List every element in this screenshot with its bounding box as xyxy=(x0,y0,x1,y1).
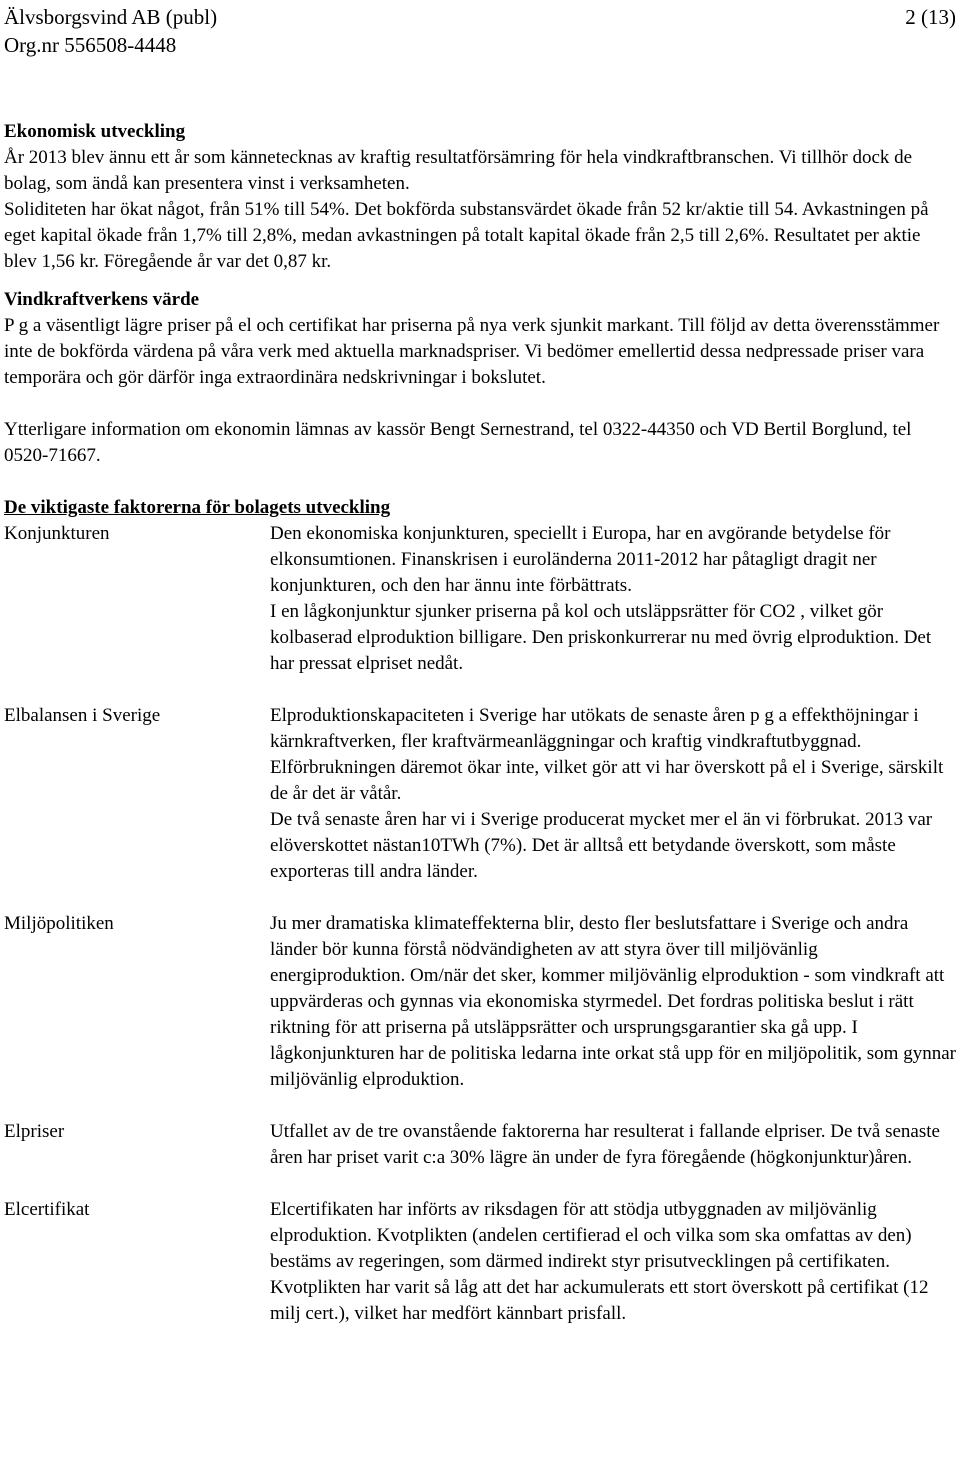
economy-paragraph-1: År 2013 blev ännu ett år som kännetecknas av kraftig resultatförsämring för hela vindkraftbranschen. Vi tillhör dock de bolag, som ändå kan presentera vinst i verksamheten. xyxy=(4,147,913,194)
section-key-factors xyxy=(4,495,956,1327)
factor-label: Elbalansen i Sverige xyxy=(4,705,161,726)
header-company-block xyxy=(4,3,217,59)
contact-paragraph: Ytterligare information om ekonomin lämnas av kassör Bengt Sernestrand, tel 0322-44350 och VD Bertil Borglund, tel 0520-71667. xyxy=(4,419,912,466)
factor-paragraph: Ju mer dramatiska klimateffekterna blir, desto fler beslutsfattare i Sverige och andra länder bör kunna förstå nödvändigheten av att styra över till miljövänlig energiproduktion. Om/när det sker, kommer miljövänlig elproduktion - som vindkraft att uppvärderas och gynnas via ekonomiska styrmedel. Det fordras politiska beslut i rätt riktning för att priserna på utsläppsrätter och ursprungsgarantier ska gå upp. I lågkonjunkturen har de politiska ledarna inte orkat stå upp för en miljöpolitik, som gynnar miljövänlig elproduktion. xyxy=(270,913,956,1090)
section-economic-development xyxy=(4,119,956,275)
company-name: Älvsborgsvind AB (publ) xyxy=(4,5,218,29)
factor-row-miljopolitiken xyxy=(4,911,956,1093)
section-title-key-factors: De viktigaste faktorerna för bolagets utveckling xyxy=(4,497,391,518)
factor-paragraph: Den ekonomiska konjunkturen, speciellt i Europa, har en avgörande betydelse för elkonsumtionen. Finanskrisen i euroländerna 2011-2012 har påtagligt dragit ner konjunkturen, och den har ännu inte förbättrats. xyxy=(270,523,891,596)
section-title-turbine-value: Vindkraftverkens värde xyxy=(4,289,200,310)
turbine-value-paragraph: P g a väsentligt lägre priser på el och certifikat har priserna på nya verk sjunkit markant. Till följd av detta överensstämmer inte de bokförda värdena på våra verk med aktuella marknadspriser. Vi bedömer emellertid dessa nedpressade priser vara temporära och gör därför inga extraordinära nedskrivningar i bokslutet. xyxy=(4,315,940,388)
factor-row-elbalansen xyxy=(4,703,956,885)
factor-row-konjunkturen xyxy=(4,521,956,677)
org-number: Org.nr 556508-4448 xyxy=(4,33,177,57)
factor-label: Elcertifikat xyxy=(4,1199,90,1220)
factor-label: Konjunkturen xyxy=(4,523,110,544)
factor-paragraph: I en lågkonjunktur sjunker priserna på kol och utsläppsrätter för CO2 , vilket gör kolbaserad elproduktion billigare. Den priskonkurrerar nu med övrig elproduktion. Det har pressat elpriset nedåt. xyxy=(270,601,932,674)
factor-body xyxy=(270,703,956,885)
section-turbine-value xyxy=(4,287,956,391)
factor-body xyxy=(270,521,956,677)
factor-row-elcertifikat xyxy=(4,1197,956,1327)
factor-label: Miljöpolitiken xyxy=(4,913,114,934)
page-header xyxy=(4,3,956,59)
factor-body xyxy=(270,911,956,1093)
section-contact-info xyxy=(4,417,956,469)
factor-paragraph: Utfallet av de tre ovanstående faktorerna har resulterat i fallande elpriser. De två senaste åren har priset varit c:a 30% lägre än under de fyra föregående (högkonjunktur)åren. xyxy=(270,1121,940,1168)
factor-paragraph: Elproduktionskapaciteten i Sverige har utökats de senaste åren p g a effekthöjningar i kärnkraftverken, fler kraftvärmeanläggningar och kraftig vindkraftutbyggnad. xyxy=(270,705,919,752)
factor-body xyxy=(270,1119,956,1171)
economy-paragraph-2: Soliditeten har ökat något, från 51% till 54%. Det bokförda substansvärdet ökade från 52 kr/aktie till 54. Avkastningen på eget kapital ökade från 1,7% till 2,8%, medan avkastningen på totalt kapital ökade från 2,5 till 2,6%. Resultatet per aktie blev 1,56 kr. Föregående år var det 0,87 kr. xyxy=(4,199,929,272)
page-number: 2 (13) xyxy=(905,5,956,29)
factor-body xyxy=(270,1197,956,1327)
factor-label: Elpriser xyxy=(4,1121,65,1142)
factor-row-elpriser xyxy=(4,1119,956,1171)
section-title-economic-development: Ekonomisk utveckling xyxy=(4,121,186,142)
factor-paragraph: Elförbrukningen däremot ökar inte, vilket gör att vi har överskott på el i Sverige, särskilt de år det är våtår. xyxy=(270,757,944,804)
document-page xyxy=(4,0,956,1327)
factor-paragraph: De två senaste åren har vi i Sverige producerat mycket mer el än vi förbrukat. 2013 var elöverskottet nästan10TWh (7%). Det är alltså ett betydande överskott, som måste exporteras till andra länder. xyxy=(270,809,933,882)
factor-paragraph: Elcertifikaten har införts av riksdagen för att stödja utbyggnaden av miljövänlig elproduktion. Kvotplikten (andelen certifierad el och vilka som ska omfattas av den) bestäms av regeringen, som därmed indirekt styr prisutvecklingen på certifikaten. Kvotplikten har varit så låg att det har ackumulerats ett stort överskott på certifikat (12 milj cert.), vilket har medfört kännbart prisfall. xyxy=(270,1199,929,1324)
